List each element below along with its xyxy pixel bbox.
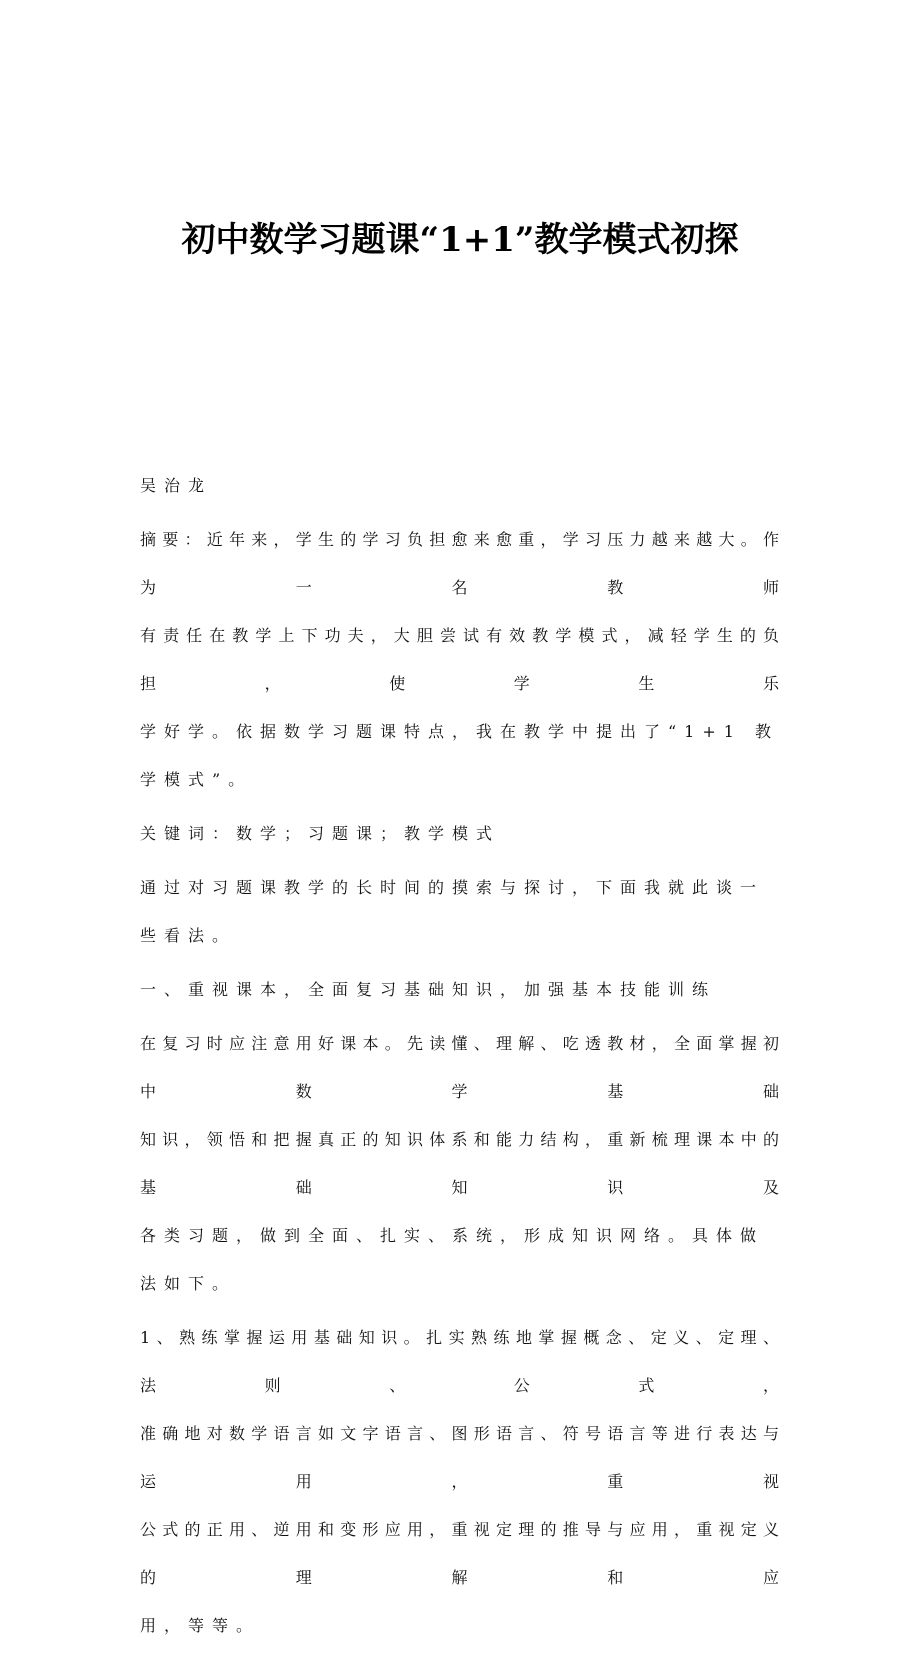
keywords-paragraph bbox=[140, 810, 785, 858]
text-line: 1、熟练掌握运用基础知识。扎实熟练地掌握概念、定义、定理、法则、公式， bbox=[140, 1328, 785, 1395]
text-line: 关键词：数学；习题课；教学模式 bbox=[140, 824, 501, 843]
text-line: 吴治龙 bbox=[140, 476, 213, 495]
text-line: 一、重视课本，全面复习基础知识，加强基本技能训练 bbox=[140, 980, 717, 999]
author-name bbox=[140, 462, 785, 510]
abstract-paragraph bbox=[140, 516, 785, 804]
text-line: 学好学。依据数学习题课特点，我在教学中提出了“1+1 教学模式”。 bbox=[140, 722, 780, 789]
text-line: 各类习题，做到全面、扎实、系统，形成知识网络。具体做法如下。 bbox=[140, 1226, 765, 1293]
text-line: 知识，领悟和把握真正的知识体系和能力结构，重新梳理课本中的基础知识及 bbox=[140, 1130, 785, 1197]
text-line: 公式的正用、逆用和变形应用，重视定理的推导与应用，重视定义的理解和应 bbox=[140, 1520, 785, 1587]
text-line: 通过对习题课教学的长时间的摸索与探讨，下面我就此谈一些看法。 bbox=[140, 878, 765, 945]
body-paragraph bbox=[140, 1020, 785, 1308]
intro-paragraph bbox=[140, 864, 785, 960]
text-line: 用，等等。 bbox=[140, 1616, 261, 1635]
text-line: 有责任在教学上下功夫，大胆尝试有效教学模式，减轻学生的负担，使学生乐 bbox=[140, 626, 785, 693]
document-title: 初中数学习题课“1+1”教学模式初探 bbox=[181, 220, 739, 260]
text-line: 在复习时应注意用好课本。先读懂、理解、吃透教材，全面掌握初中数学基础 bbox=[140, 1034, 785, 1101]
text-line: 准确地对数学语言如文字语言、图形语言、符号语言等进行表达与运用，重视 bbox=[140, 1424, 785, 1491]
text-line: 摘要：近年来，学生的学习负担愈来愈重，学习压力越来越大。作为一名教师 bbox=[140, 530, 785, 597]
body-paragraph bbox=[140, 1314, 785, 1650]
document-body bbox=[140, 462, 785, 1656]
section-heading bbox=[140, 966, 785, 1014]
